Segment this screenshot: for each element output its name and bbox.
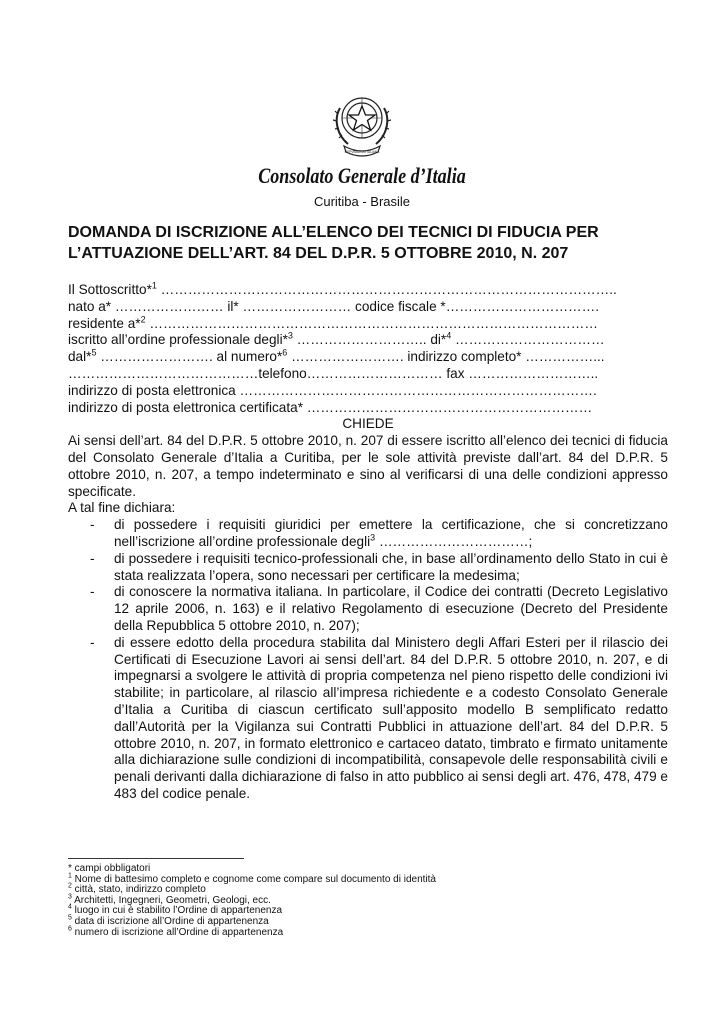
list-item: - di essere edotto della procedura stabilita dal Ministero degli Affari Esteri per il rilascio dei Certificati di Esecuzione Lavori ai sensi dell’art. 84 del D.P.R. 5 ottobre 2010, n. 207, e di impegnarsi a svolgere le attività di propria competenza nel pieno rispetto delle condizioni ivi stabilite; in particolare, al rilascio all’impresa richiedente e a codesto Consolato Generale d’Italia a Curitiba di ciascun certificato sull’apposito modello B semplificato redatto dall’Autorità per la Vigilanza sui Contratti Pubblici in attuazione dell’art. 84 del D.P.R. 5 ottobre 2010, n. 207, in formato elettronico e cartaceo datato, timbrato e firmato unitamente alla dichiarazione sulle condizioni di incompatibilità, consapevole delle responsabilità civili e penali derivanti dalla dichiarazione di falso in atto pubblico ai sensi degli art. 476, 478, 479 e 483 del codice penale. (90, 634, 668, 801)
consulate-name: Consolato Generale d’Italia (258, 163, 466, 188)
footnote: $^1$ Nome di battesimo completo e cognome come compare sul documento di identità (68, 872, 436, 885)
footnote: $^6$ numero di iscrizione all’Ordine di appartenenza (68, 925, 284, 938)
title-line-1: DOMANDA DI ISCRIZIONE ALL’ELENCO DEI TECNICI DI FIDUCIA PER (68, 224, 599, 241)
footnote: * campi obbligatori (68, 863, 151, 874)
footnote: $^3$ Architetti, Ingegneri, Geometri, Geologi, ecc. (68, 893, 271, 906)
field-email[interactable]: indirizzo di posta elettronica ……………………………………………………………………. (68, 382, 597, 398)
footnote: $^5$ data di iscrizione all’Ordine di appartenenza (68, 914, 269, 927)
consulate-city: Curitiba - Brasile (313, 194, 411, 209)
list-item: - di possedere i requisiti tecnico-professionali che, in base all’ordinamento dello Stato in cui è stata realizzata l’opera, sono necessari per certificare la medesima; (90, 550, 668, 583)
list-item: - di conoscere la normativa italiana. In particolare, il Codice dei contratti (Decreto Legislativo 12 aprile 2006, n. 163) e il relativo Regolamento di esecuzione (Decreto del Presidente della Repubblica 5 ottobre 2010, n. 207); (90, 584, 668, 633)
tal-fine-label: A tal fine dichiara: (68, 500, 176, 516)
field-ordine-professionale[interactable]: iscritto all’ordine professionale degli*$^3$ ……………………….. di*$^4$ …………………………… (68, 332, 605, 348)
chiede-heading: CHIEDE (342, 416, 394, 432)
svg-text:REPVBBLICA ITALIANA: REPVBBLICA ITALIANA (344, 150, 380, 154)
field-sottoscritto[interactable]: Il Sottoscritto*$^1$ ……………………………………………………………………………………….. (68, 282, 617, 297)
footnote: $^2$ città, stato, indirizzo completo (68, 882, 206, 896)
footnotes (68, 864, 668, 938)
footnote: $^4$ luogo in cui è stabilito l’Ordine di appartenenza (68, 904, 283, 917)
list-item: - di possedere i requisiti giuridici per emettere la certificazione, che si concretizzano nell’iscrizione all’ordine professionale degli$^3$ ……………………………; (90, 517, 668, 549)
title-line-2: L’ATTUAZIONE DELL’ART. 84 DEL D.P.R. 5 OTTOBRE 2010, N. 207 (68, 245, 569, 262)
italian-republic-emblem-icon (330, 88, 394, 158)
field-telefono-fax[interactable]: ……………………………………telefono………………………… fax ……………………….. (68, 365, 599, 381)
application-form (68, 282, 668, 803)
field-residente[interactable]: residente a*$^2$ ……………………………………………………………………………………… (68, 315, 598, 331)
declaration-list (68, 517, 668, 803)
field-pec[interactable]: indirizzo di posta elettronica certificata* ……………………………………………………… (68, 399, 593, 415)
footnote-separator (68, 858, 244, 859)
field-dal-numero-indirizzo[interactable]: dal*$^5$ ……………………. al numero*$^6$ ……………………. indirizzo completo* ……………... (68, 349, 605, 365)
document-title (68, 222, 668, 264)
field-nato-il-codice-fiscale[interactable]: nato a* …………………… il* …………………… codice fiscale *……………………………. (68, 298, 599, 314)
request-paragraph: Ai sensi dell’art. 84 del D.P.R. 5 ottobre 2010, n. 207 di essere iscritto all’elenco dei tecnici di fiducia del Consolato Generale d’Italia a Curitiba, per le sole attività previste dall’art. 84 del D.P.R. 5 ottobre 2010, n. 207, a tempo indeterminato e sino al verificarsi di una delle condizioni appresso specificate. (68, 433, 668, 499)
